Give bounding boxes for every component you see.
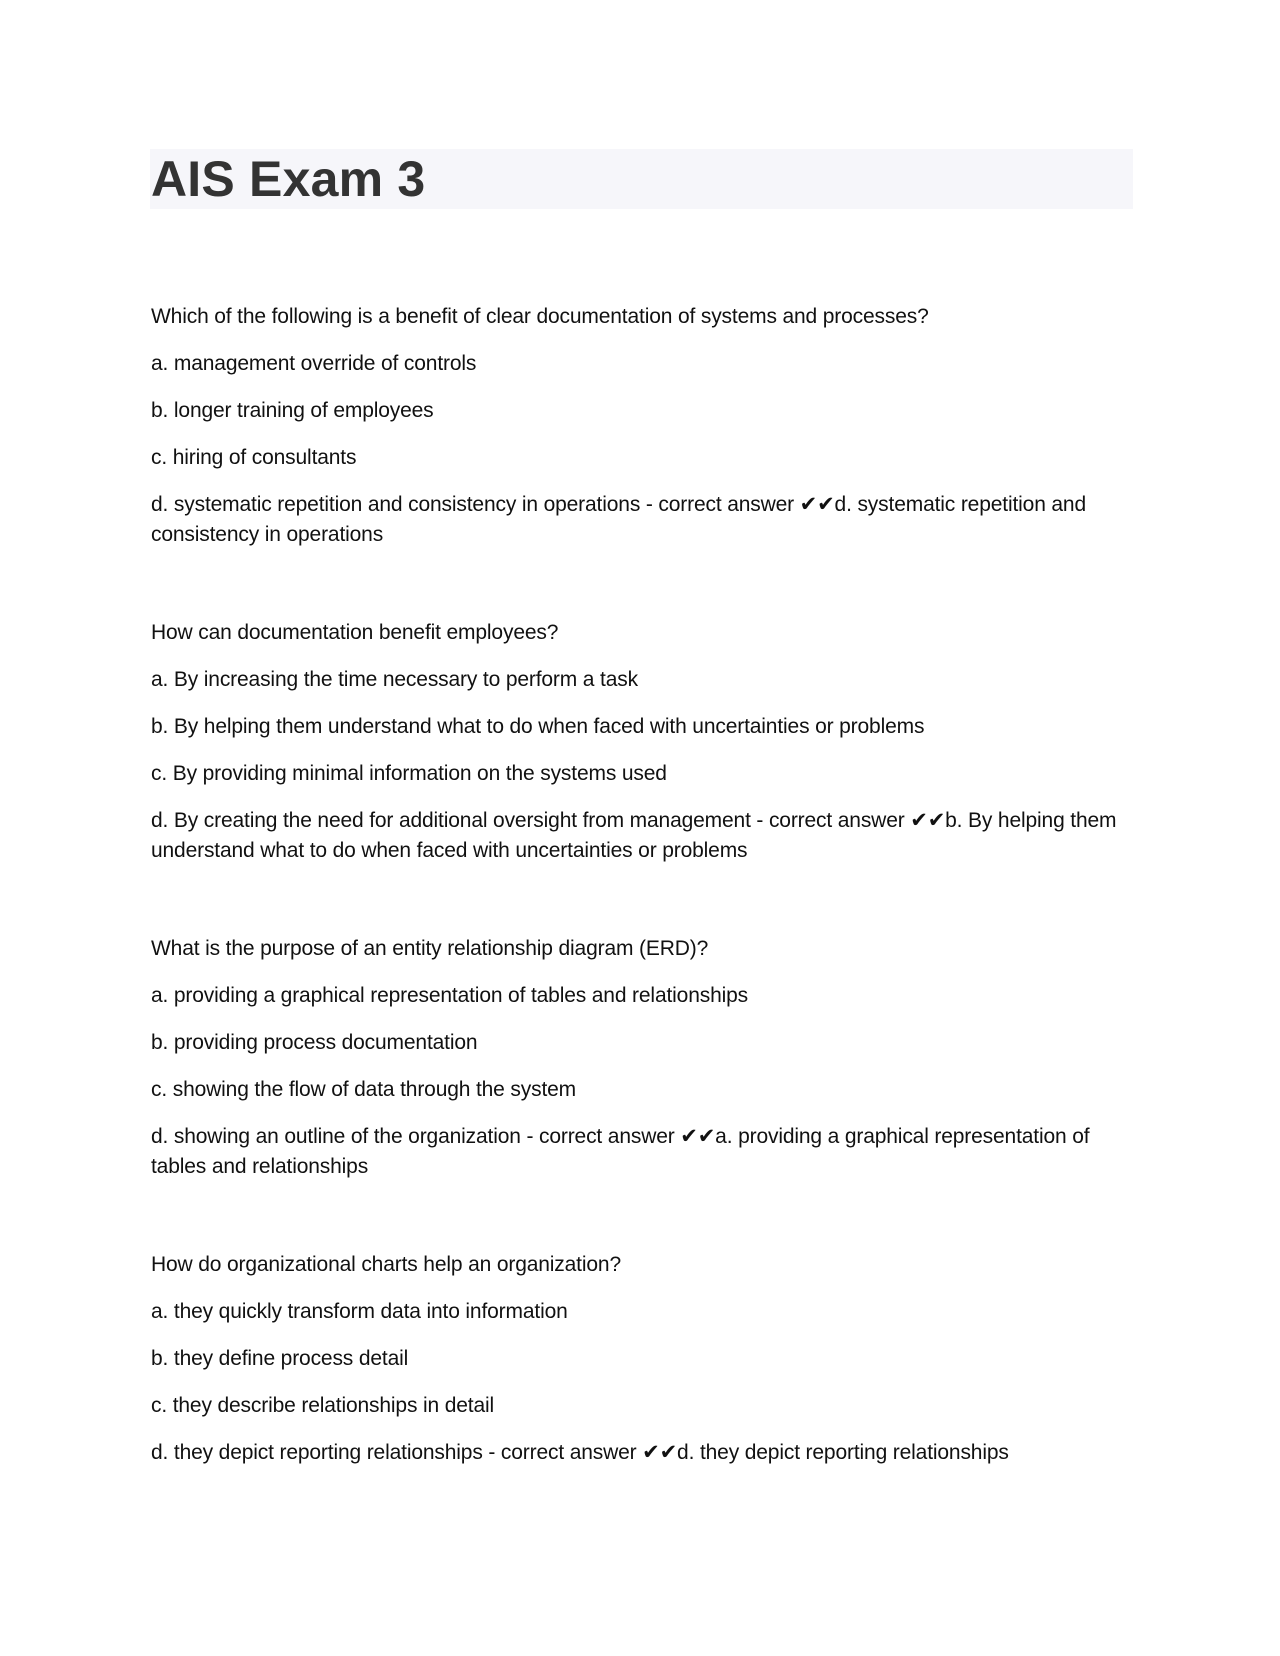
question-text: How can documentation benefit employees? [151, 621, 559, 644]
answer-option: c. By providing minimal information on the systems used [151, 762, 667, 785]
answer-option: c. hiring of consultants [151, 446, 357, 469]
question-text: Which of the following is a benefit of clear documentation of systems and processes? [151, 305, 929, 328]
answer-option: a. By increasing the time necessary to perform a task [151, 668, 638, 691]
answer-option: b. By helping them understand what to do when faced with uncertainties or problems [151, 715, 925, 738]
answer-option-with-correct-answer: d. showing an outline of the organization - correct answer ✔✔a. providing a graphical representation of tables and relationships [151, 1125, 1090, 1178]
answer-option: a. management override of controls [151, 352, 477, 375]
answer-option: b. they define process detail [151, 1347, 409, 1370]
question-block [151, 618, 1126, 866]
page-title: AIS Exam 3 [151, 151, 426, 207]
question-block [151, 302, 1126, 550]
question-text: How do organizational charts help an organization? [151, 1253, 621, 1276]
question-block [151, 934, 1126, 1182]
answer-option-with-correct-answer: d. they depict reporting relationships - correct answer ✔✔d. they depict reporting relationships [151, 1441, 1009, 1464]
answer-option: b. longer training of employees [151, 399, 434, 422]
question-text: What is the purpose of an entity relationship diagram (ERD)? [151, 937, 709, 960]
title-banner [150, 149, 1133, 209]
answer-option: c. showing the flow of data through the system [151, 1078, 577, 1101]
answer-option-with-correct-answer: d. systematic repetition and consistency in operations - correct answer ✔✔d. systematic repetition and consistency in operations [151, 493, 1086, 546]
answer-option: c. they describe relationships in detail [151, 1394, 495, 1417]
answer-option: a. they quickly transform data into information [151, 1300, 568, 1323]
answer-option: a. providing a graphical representation of tables and relationships [151, 984, 749, 1007]
answer-option-with-correct-answer: d. By creating the need for additional oversight from management - correct answer ✔✔b. By helping them understand what to do when faced with uncertainties or problems [151, 809, 1117, 862]
answer-option: b. providing process documentation [151, 1031, 478, 1054]
question-list [151, 302, 1126, 1468]
question-block [151, 1250, 1126, 1468]
